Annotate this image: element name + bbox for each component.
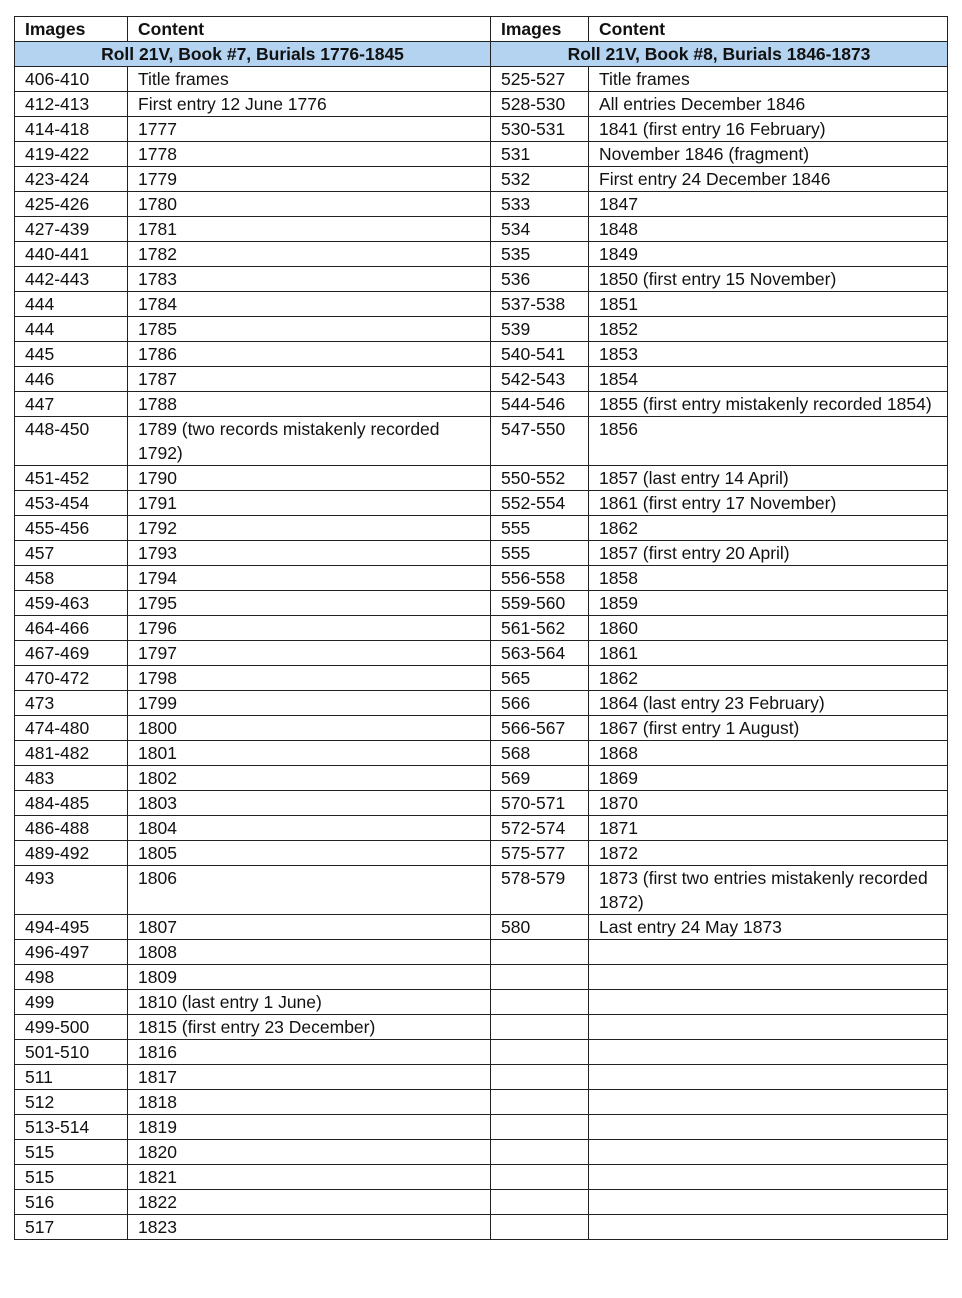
images-left-cell: 513-514 xyxy=(15,1115,128,1140)
images-left-cell: 412-413 xyxy=(15,92,128,117)
content-left-cell: 1823 xyxy=(128,1215,491,1240)
images-left-cell: 448-450 xyxy=(15,417,128,466)
images-left-cell: 467-469 xyxy=(15,641,128,666)
table-row xyxy=(15,915,948,940)
images-left-cell: 447 xyxy=(15,392,128,417)
images-left-cell: 511 xyxy=(15,1065,128,1090)
content-left-cell: 1816 xyxy=(128,1040,491,1065)
content-left-cell: 1785 xyxy=(128,317,491,342)
images-left-cell: 501-510 xyxy=(15,1040,128,1065)
table-row xyxy=(15,192,948,217)
images-right-cell: 569 xyxy=(491,766,589,791)
content-left-cell: 1803 xyxy=(128,791,491,816)
content-left-cell: 1791 xyxy=(128,491,491,516)
content-left-cell: 1788 xyxy=(128,392,491,417)
content-right-cell: 1851 xyxy=(589,292,948,317)
images-left-cell: 515 xyxy=(15,1165,128,1190)
table-row xyxy=(15,616,948,641)
images-right-cell: 555 xyxy=(491,516,589,541)
content-right-cell: November 1846 (fragment) xyxy=(589,142,948,167)
header-content-left: Content xyxy=(128,17,491,42)
table-row xyxy=(15,1190,948,1215)
table-row xyxy=(15,841,948,866)
content-left-cell: 1820 xyxy=(128,1140,491,1165)
images-left-cell: 493 xyxy=(15,866,128,915)
content-left-cell: 1789 (two records mistakenly recorded 1792) xyxy=(128,417,491,466)
images-left-cell: 481-482 xyxy=(15,741,128,766)
content-right-cell xyxy=(589,1040,948,1065)
images-left-cell: 427-439 xyxy=(15,217,128,242)
content-right-cell: 1854 xyxy=(589,367,948,392)
content-right-cell: 1856 xyxy=(589,417,948,466)
images-right-cell: 539 xyxy=(491,317,589,342)
images-right-cell: 575-577 xyxy=(491,841,589,866)
content-right-cell xyxy=(589,990,948,1015)
table-row xyxy=(15,367,948,392)
table-row xyxy=(15,940,948,965)
table-body xyxy=(15,67,948,1240)
images-right-cell: 568 xyxy=(491,741,589,766)
images-left-cell: 455-456 xyxy=(15,516,128,541)
content-left-cell: 1778 xyxy=(128,142,491,167)
images-left-cell: 498 xyxy=(15,965,128,990)
content-right-cell: 1864 (last entry 23 February) xyxy=(589,691,948,716)
content-right-cell: 1869 xyxy=(589,766,948,791)
images-right-cell xyxy=(491,1115,589,1140)
content-right-cell: 1867 (first entry 1 August) xyxy=(589,716,948,741)
images-left-cell: 446 xyxy=(15,367,128,392)
images-right-cell: 528-530 xyxy=(491,92,589,117)
header-images-left: Images xyxy=(15,17,128,42)
content-left-cell: 1819 xyxy=(128,1115,491,1140)
table-row xyxy=(15,1140,948,1165)
table-row xyxy=(15,1215,948,1240)
table-row xyxy=(15,1115,948,1140)
content-right-cell: 1857 (first entry 20 April) xyxy=(589,541,948,566)
content-right-cell xyxy=(589,1165,948,1190)
content-left-cell: 1822 xyxy=(128,1190,491,1215)
content-right-cell: 1850 (first entry 15 November) xyxy=(589,267,948,292)
images-right-cell xyxy=(491,1065,589,1090)
images-left-cell: 515 xyxy=(15,1140,128,1165)
content-left-cell: 1790 xyxy=(128,466,491,491)
table-row xyxy=(15,1015,948,1040)
content-left-cell: First entry 12 June 1776 xyxy=(128,92,491,117)
table-row xyxy=(15,217,948,242)
table-row xyxy=(15,242,948,267)
content-right-cell xyxy=(589,1065,948,1090)
images-right-cell xyxy=(491,1165,589,1190)
images-left-cell: 406-410 xyxy=(15,67,128,92)
images-right-cell: 555 xyxy=(491,541,589,566)
content-right-cell: 1849 xyxy=(589,242,948,267)
content-left-cell: 1802 xyxy=(128,766,491,791)
content-left-cell: 1805 xyxy=(128,841,491,866)
table-row xyxy=(15,92,948,117)
content-right-cell: Title frames xyxy=(589,67,948,92)
images-right-cell: 531 xyxy=(491,142,589,167)
table-row xyxy=(15,292,948,317)
images-right-cell xyxy=(491,990,589,1015)
images-right-cell: 544-546 xyxy=(491,392,589,417)
content-right-cell: 1852 xyxy=(589,317,948,342)
content-left-cell: 1808 xyxy=(128,940,491,965)
images-left-cell: 445 xyxy=(15,342,128,367)
table-row xyxy=(15,766,948,791)
images-right-cell: 566-567 xyxy=(491,716,589,741)
images-left-cell: 494-495 xyxy=(15,915,128,940)
images-right-cell: 547-550 xyxy=(491,417,589,466)
content-right-cell xyxy=(589,1015,948,1040)
content-left-cell: 1780 xyxy=(128,192,491,217)
images-right-cell: 556-558 xyxy=(491,566,589,591)
images-right-cell: 559-560 xyxy=(491,591,589,616)
table-row xyxy=(15,591,948,616)
table-row xyxy=(15,1090,948,1115)
content-left-cell: 1815 (first entry 23 December) xyxy=(128,1015,491,1040)
content-left-cell: 1801 xyxy=(128,741,491,766)
images-left-cell: 473 xyxy=(15,691,128,716)
images-right-cell: 534 xyxy=(491,217,589,242)
images-right-cell: 532 xyxy=(491,167,589,192)
table-row xyxy=(15,342,948,367)
content-right-cell: First entry 24 December 1846 xyxy=(589,167,948,192)
images-left-cell: 440-441 xyxy=(15,242,128,267)
table-row xyxy=(15,816,948,841)
content-right-cell: 1860 xyxy=(589,616,948,641)
table-row xyxy=(15,392,948,417)
content-right-cell xyxy=(589,1215,948,1240)
images-left-cell: 499-500 xyxy=(15,1015,128,1040)
images-left-cell: 423-424 xyxy=(15,167,128,192)
images-right-cell xyxy=(491,940,589,965)
content-right-cell xyxy=(589,1115,948,1140)
images-left-cell: 442-443 xyxy=(15,267,128,292)
images-right-cell: 572-574 xyxy=(491,816,589,841)
content-right-cell xyxy=(589,1090,948,1115)
images-right-cell: 525-527 xyxy=(491,67,589,92)
images-left-cell: 484-485 xyxy=(15,791,128,816)
images-right-cell: 565 xyxy=(491,666,589,691)
content-left-cell: 1782 xyxy=(128,242,491,267)
content-right-cell: 1847 xyxy=(589,192,948,217)
images-left-cell: 486-488 xyxy=(15,816,128,841)
content-left-cell: 1817 xyxy=(128,1065,491,1090)
table-row xyxy=(15,541,948,566)
content-right-cell: 1855 (first entry mistakenly recorded 1854) xyxy=(589,392,948,417)
header-images-right: Images xyxy=(491,17,589,42)
table-row xyxy=(15,67,948,92)
images-left-cell: 451-452 xyxy=(15,466,128,491)
images-right-cell: 552-554 xyxy=(491,491,589,516)
content-left-cell: 1792 xyxy=(128,516,491,541)
table-row xyxy=(15,641,948,666)
images-left-cell: 464-466 xyxy=(15,616,128,641)
content-left-cell: 1777 xyxy=(128,117,491,142)
images-left-cell: 499 xyxy=(15,990,128,1015)
content-right-cell: 1861 (first entry 17 November) xyxy=(589,491,948,516)
content-left-cell: 1800 xyxy=(128,716,491,741)
images-right-cell: 550-552 xyxy=(491,466,589,491)
images-right-cell: 542-543 xyxy=(491,367,589,392)
burial-records-table xyxy=(14,16,948,1240)
images-right-cell: 563-564 xyxy=(491,641,589,666)
images-left-cell: 474-480 xyxy=(15,716,128,741)
images-right-cell: 533 xyxy=(491,192,589,217)
content-right-cell: 1861 xyxy=(589,641,948,666)
table-row xyxy=(15,516,948,541)
content-right-cell: 1841 (first entry 16 February) xyxy=(589,117,948,142)
table-row xyxy=(15,417,948,466)
table-row xyxy=(15,566,948,591)
table-row xyxy=(15,167,948,192)
content-right-cell: 1870 xyxy=(589,791,948,816)
images-left-cell: 512 xyxy=(15,1090,128,1115)
content-right-cell: All entries December 1846 xyxy=(589,92,948,117)
images-left-cell: 517 xyxy=(15,1215,128,1240)
content-left-cell: 1818 xyxy=(128,1090,491,1115)
roll-title-row xyxy=(15,42,948,67)
content-left-cell: 1779 xyxy=(128,167,491,192)
images-right-cell xyxy=(491,965,589,990)
content-left-cell: 1797 xyxy=(128,641,491,666)
images-right-cell xyxy=(491,1215,589,1240)
content-left-cell: 1787 xyxy=(128,367,491,392)
content-left-cell: 1781 xyxy=(128,217,491,242)
table-row xyxy=(15,716,948,741)
table-row xyxy=(15,317,948,342)
images-right-cell xyxy=(491,1190,589,1215)
images-left-cell: 459-463 xyxy=(15,591,128,616)
header-row xyxy=(15,17,948,42)
content-left-cell: 1798 xyxy=(128,666,491,691)
content-left-cell: 1807 xyxy=(128,915,491,940)
content-right-cell: 1857 (last entry 14 April) xyxy=(589,466,948,491)
content-right-cell: 1872 xyxy=(589,841,948,866)
roll-title-book-8: Roll 21V, Book #8, Burials 1846-1873 xyxy=(491,42,948,67)
content-left-cell: 1796 xyxy=(128,616,491,641)
images-left-cell: 516 xyxy=(15,1190,128,1215)
images-left-cell: 453-454 xyxy=(15,491,128,516)
images-left-cell: 457 xyxy=(15,541,128,566)
content-left-cell: 1783 xyxy=(128,267,491,292)
table-row xyxy=(15,1040,948,1065)
content-left-cell: 1794 xyxy=(128,566,491,591)
images-left-cell: 496-497 xyxy=(15,940,128,965)
content-right-cell: 1862 xyxy=(589,516,948,541)
images-right-cell xyxy=(491,1090,589,1115)
images-left-cell: 489-492 xyxy=(15,841,128,866)
table-row xyxy=(15,466,948,491)
images-right-cell: 535 xyxy=(491,242,589,267)
table-row xyxy=(15,142,948,167)
content-left-cell: 1810 (last entry 1 June) xyxy=(128,990,491,1015)
table-row xyxy=(15,117,948,142)
content-right-cell xyxy=(589,940,948,965)
table-row xyxy=(15,965,948,990)
roll-title-book-7: Roll 21V, Book #7, Burials 1776-1845 xyxy=(15,42,491,67)
content-left-cell: 1793 xyxy=(128,541,491,566)
images-right-cell: 578-579 xyxy=(491,866,589,915)
content-right-cell xyxy=(589,965,948,990)
content-right-cell: 1858 xyxy=(589,566,948,591)
images-right-cell: 580 xyxy=(491,915,589,940)
table-row xyxy=(15,990,948,1015)
content-right-cell: Last entry 24 May 1873 xyxy=(589,915,948,940)
images-right-cell: 540-541 xyxy=(491,342,589,367)
images-right-cell: 561-562 xyxy=(491,616,589,641)
content-left-cell: 1809 xyxy=(128,965,491,990)
images-right-cell xyxy=(491,1015,589,1040)
table-row xyxy=(15,1165,948,1190)
content-left-cell: 1821 xyxy=(128,1165,491,1190)
content-right-cell: 1848 xyxy=(589,217,948,242)
content-right-cell: 1871 xyxy=(589,816,948,841)
images-right-cell xyxy=(491,1040,589,1065)
content-left-cell: 1795 xyxy=(128,591,491,616)
header-content-right: Content xyxy=(589,17,948,42)
images-left-cell: 483 xyxy=(15,766,128,791)
content-left-cell: 1806 xyxy=(128,866,491,915)
table-row xyxy=(15,491,948,516)
table-row xyxy=(15,666,948,691)
content-right-cell: 1862 xyxy=(589,666,948,691)
content-left-cell: 1784 xyxy=(128,292,491,317)
content-right-cell: 1853 xyxy=(589,342,948,367)
content-left-cell: 1786 xyxy=(128,342,491,367)
content-right-cell: 1859 xyxy=(589,591,948,616)
content-left-cell: 1804 xyxy=(128,816,491,841)
content-right-cell: 1868 xyxy=(589,741,948,766)
images-left-cell: 414-418 xyxy=(15,117,128,142)
table-row xyxy=(15,691,948,716)
images-right-cell xyxy=(491,1140,589,1165)
images-left-cell: 444 xyxy=(15,317,128,342)
content-right-cell xyxy=(589,1140,948,1165)
images-left-cell: 425-426 xyxy=(15,192,128,217)
content-right-cell: 1873 (first two entries mistakenly recorded 1872) xyxy=(589,866,948,915)
images-right-cell: 530-531 xyxy=(491,117,589,142)
images-left-cell: 444 xyxy=(15,292,128,317)
images-right-cell: 570-571 xyxy=(491,791,589,816)
images-right-cell: 537-538 xyxy=(491,292,589,317)
content-left-cell: 1799 xyxy=(128,691,491,716)
table-row xyxy=(15,267,948,292)
images-left-cell: 419-422 xyxy=(15,142,128,167)
images-left-cell: 470-472 xyxy=(15,666,128,691)
table-row xyxy=(15,791,948,816)
content-left-cell: Title frames xyxy=(128,67,491,92)
images-right-cell: 566 xyxy=(491,691,589,716)
images-left-cell: 458 xyxy=(15,566,128,591)
table-row xyxy=(15,866,948,915)
content-right-cell xyxy=(589,1190,948,1215)
images-right-cell: 536 xyxy=(491,267,589,292)
table-row xyxy=(15,741,948,766)
table-row xyxy=(15,1065,948,1090)
